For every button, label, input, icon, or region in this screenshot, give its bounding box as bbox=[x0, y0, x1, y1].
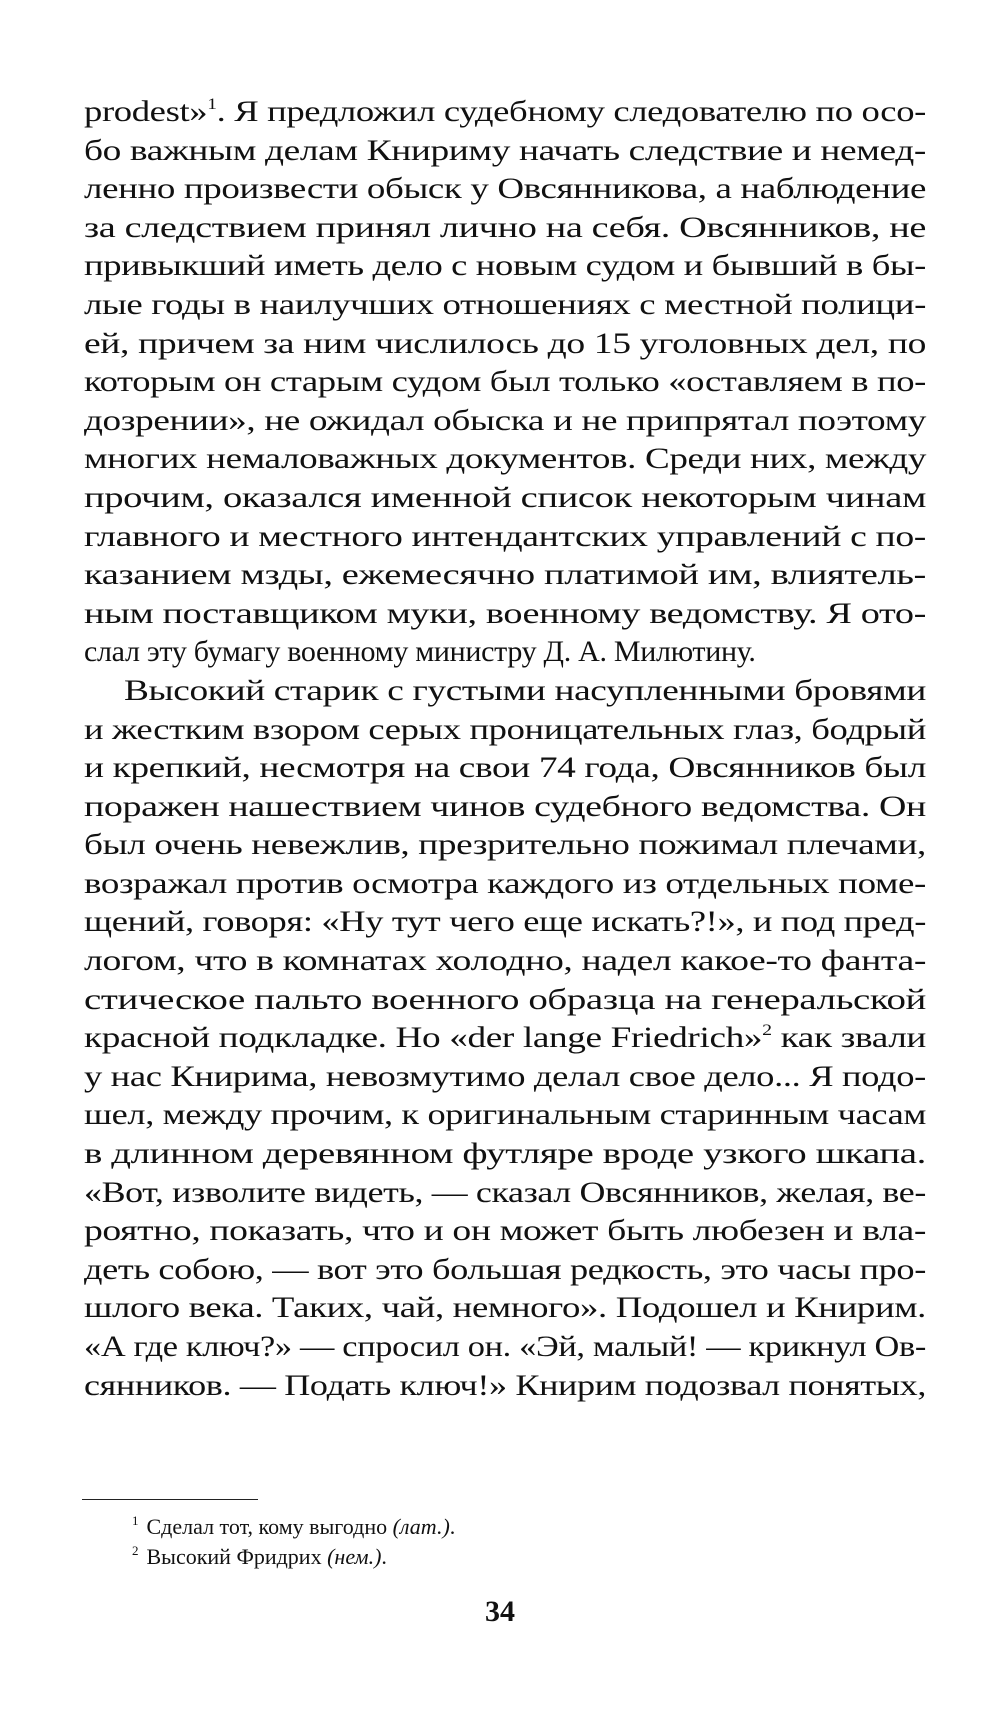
text-line: и крепкий, несмотря на свои 74 года, Овсянников был bbox=[84, 751, 926, 785]
text-line: шлого века. Таких, чай, немного». Подошел и Книрим. bbox=[84, 1291, 926, 1325]
text-line: красной подкладке. Но «der lange Friedrich»$^2$ как звали bbox=[84, 1021, 926, 1055]
text-line: сянников. — Подать ключ!» Книрим подозвал понятых, bbox=[84, 1368, 926, 1402]
text-line: деть собою, — вот это большая редкость, это часы про- bbox=[84, 1252, 926, 1286]
text-line: был очень невежлив, презрительно пожимал плечами, bbox=[84, 828, 926, 862]
footnote-mark: 1 bbox=[132, 1513, 139, 1528]
text-line: поражен нашествием чинов судебного ведомства. Он bbox=[84, 789, 926, 823]
footnote-ref-1: 1 bbox=[207, 96, 217, 113]
text-line: главного и местного интендантских управлений с по- bbox=[84, 519, 926, 553]
text-line: ленно произвести обыск у Овсянникова, а наблюдение bbox=[84, 172, 926, 206]
text-line: стическое пальто военного образца на генеральской bbox=[84, 982, 926, 1016]
page-number: 34 bbox=[485, 1595, 515, 1628]
footnote-language-note: (нем.) bbox=[327, 1544, 382, 1569]
paragraph-start-line: Высокий старик с густыми насупленными бровями bbox=[124, 673, 926, 707]
footnote-ref-2: 2 bbox=[762, 1022, 772, 1040]
text-line: prodest»$^1$. Я предложил судебному следователю по осо- bbox=[84, 95, 926, 128]
page-body bbox=[84, 93, 926, 1405]
text-line: логом, что в комнатах холодно, надел какое-то фанта- bbox=[84, 944, 926, 978]
text-line: «А где ключ?» — спросил он. «Эй, малый! — крикнул Ов- bbox=[84, 1330, 926, 1363]
text-line: многих немаловажных документов. Среди них, между bbox=[84, 442, 926, 476]
footnote-divider bbox=[82, 1499, 258, 1500]
text-line: лые годы в наилучших отношениях с местной полици- bbox=[84, 287, 926, 321]
text-line: бо важным делам Книриму начать следствие и немед- bbox=[84, 133, 926, 167]
text-line: у нас Книрима, невозмутимо делал свое дело... Я подо- bbox=[84, 1059, 926, 1093]
footnote-language-note: (лат.) bbox=[392, 1514, 450, 1539]
text-line: шел, между прочим, к оригинальным старинным часам bbox=[84, 1098, 926, 1132]
text-line: прочим, оказался именной список некоторым чинам bbox=[84, 480, 926, 514]
text-line: дозрении», не ожидал обыска и не припрятал поэтому bbox=[84, 403, 926, 437]
text-line: привыкший иметь дело с новым судом и бывший в бы- bbox=[84, 249, 926, 283]
footnotes bbox=[132, 1512, 912, 1572]
text-line: роятно, показать, что и он может быть любезен и вла- bbox=[84, 1214, 927, 1248]
footnote-1: $^1$ Сделал тот, кому выгодно (лат.). bbox=[132, 1513, 456, 1539]
text-line: ным поставщиком муки, военному ведомству. Я ото- bbox=[84, 596, 926, 630]
text-line: ей, причем за ним числилось до 15 уголовных дел, по bbox=[84, 326, 926, 360]
text-line: в длинном деревянном футляре вроде узкого шкапа. bbox=[84, 1137, 926, 1171]
text-line: щений, говоря: «Ну тут чего еще искать?!», и под пред- bbox=[84, 905, 927, 939]
text-line: которым он старым судом был только «оставляем в по- bbox=[84, 365, 926, 399]
footnote-mark: 2 bbox=[132, 1543, 139, 1558]
text-line: за следствием принял лично на себя. Овсянников, не bbox=[84, 210, 926, 244]
text-line: и жестким взором серых проницательных глаз, бодрый bbox=[84, 712, 926, 746]
footnote-2: $^2$ Высокий Фридрих (нем.). bbox=[132, 1543, 387, 1569]
text-line: «Вот, изволите видеть, — сказал Овсянников, желая, ве- bbox=[84, 1175, 926, 1209]
text-line: возражал против осмотра каждого из отдельных поме- bbox=[84, 866, 926, 900]
text-line: казанием мзды, ежемесячно платимой им, влиятель- bbox=[84, 558, 926, 592]
paragraph-end-line: слал эту бумагу военному министру Д. А. Милютину. bbox=[84, 635, 756, 669]
